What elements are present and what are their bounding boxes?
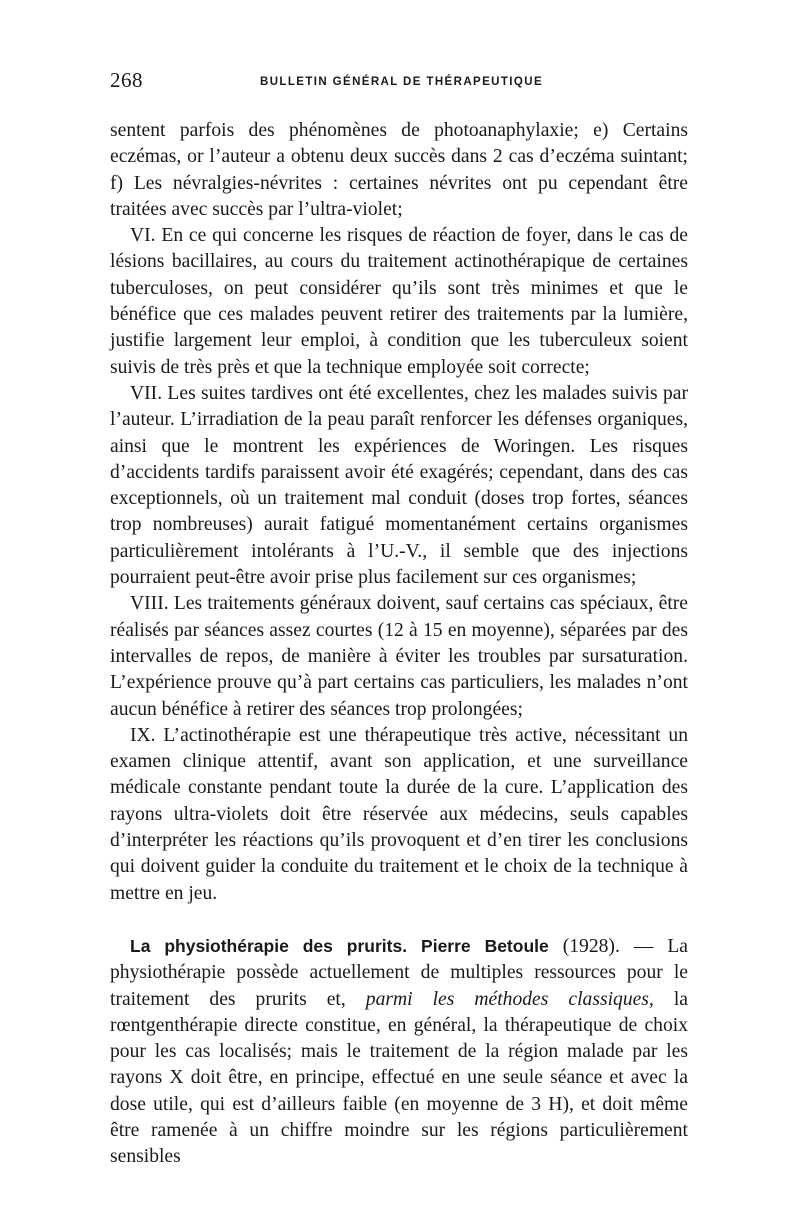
paragraph-vi: VI. En ce qui concerne les risques de réaction de foyer, dans le cas de lésions bacillaires, au cours du traitement actinothérapique de certaines tuberculoses, on peut considérer qu’ils sont très minimes et que le bénéfice que ces malades peuvent retirer des traitements par la lumière, justifie largement leur emploi, à condition que les tuberculeux soient suivis de très près et que la technique employée soit correcte; xyxy=(110,225,688,378)
section-paragraph xyxy=(110,933,688,1171)
running-header xyxy=(110,68,688,104)
section-text-italic: parmi les méthodes classiques, xyxy=(365,988,654,1010)
section-text-part-2: la rœntgenthérapie directe constitue, en général, la thérapeutique de choix pour les cas localisés; mais le traitement de la région malade par les rayons X doit être, en principe, effectué en une seule séance et avec la dose utile, qui est d’ailleurs faible (en moyenne de 3 H), et doit même être ramenée à un chiffre moindre sur les régions particulièrement sensibles xyxy=(110,988,688,1168)
section-title: La physiothérapie des prurits. xyxy=(130,935,408,956)
paragraph-ix: IX. L’actinothérapie est une thérapeutique très active, nécessitant un examen clinique attentif, avant son application, et une surveillance médicale constante pendant toute la durée de la cure. L’application des rayons ultra-violets doit être réservée aux médecins, seuls capables d’interpréter les réactions qu’ils provoquent et d’en tirer les conclusions qui doivent guider la conduite du traitement et le choix de la technique à mettre en jeu. xyxy=(110,724,688,904)
paragraph-vii: VII. Les suites tardives ont été excellentes, chez les malades suivis par l’auteur. L’irradiation de la peau paraît renforcer les défenses organiques, ainsi que le montrent les expériences de Woringen. Les risques d’accidents tardifs paraissent avoir été exagérés; cependant, dans des cas exceptionnels, où un traitement mal conduit (doses trop fortes, séances trop nombreuses) aurait fatigué momentanément certains organismes particulièrement intolérants à l’U.-V., il semble que des injections pourraient peut-être avoir prise plus facilement sur ces organismes; xyxy=(110,382,688,589)
paragraph-viii: VIII. Les traitements généraux doivent, sauf certains cas spéciaux, être réalisés par séances assez courtes (12 à 15 en moyenne), séparées par des intervalles de repos, de manière à éviter les troubles par sursaturation. L’expérience prouve qu’à part certains cas particuliers, les malades n’ont aucun bénéfice à retirer des séances trop prolongées; xyxy=(110,593,688,720)
document-page xyxy=(110,68,688,1171)
section-author: Pierre Betoule xyxy=(421,935,549,956)
paragraph-continuation: sentent parfois des phénomènes de photoanaphylaxie; e) Certains eczémas, or l’auteur a obtenu deux succès dans 2 cas d’eczéma suintant; f) Les névralgies-névrites : certaines névrites ont pu cependant être traitées avec succès par l’ultra-violet; xyxy=(110,120,688,220)
section-text-part-1: La physiothérapie possède actuellement de multiples ressources pour le traitement des prurits et, xyxy=(110,935,689,1010)
running-title: BULLETIN GÉNÉRAL DE THÉRAPEUTIQUE xyxy=(260,76,544,88)
body-text xyxy=(110,118,688,1171)
page-number: 268 xyxy=(110,68,143,92)
section-divider-space xyxy=(110,907,688,933)
section-year: (1928). — xyxy=(562,935,654,957)
